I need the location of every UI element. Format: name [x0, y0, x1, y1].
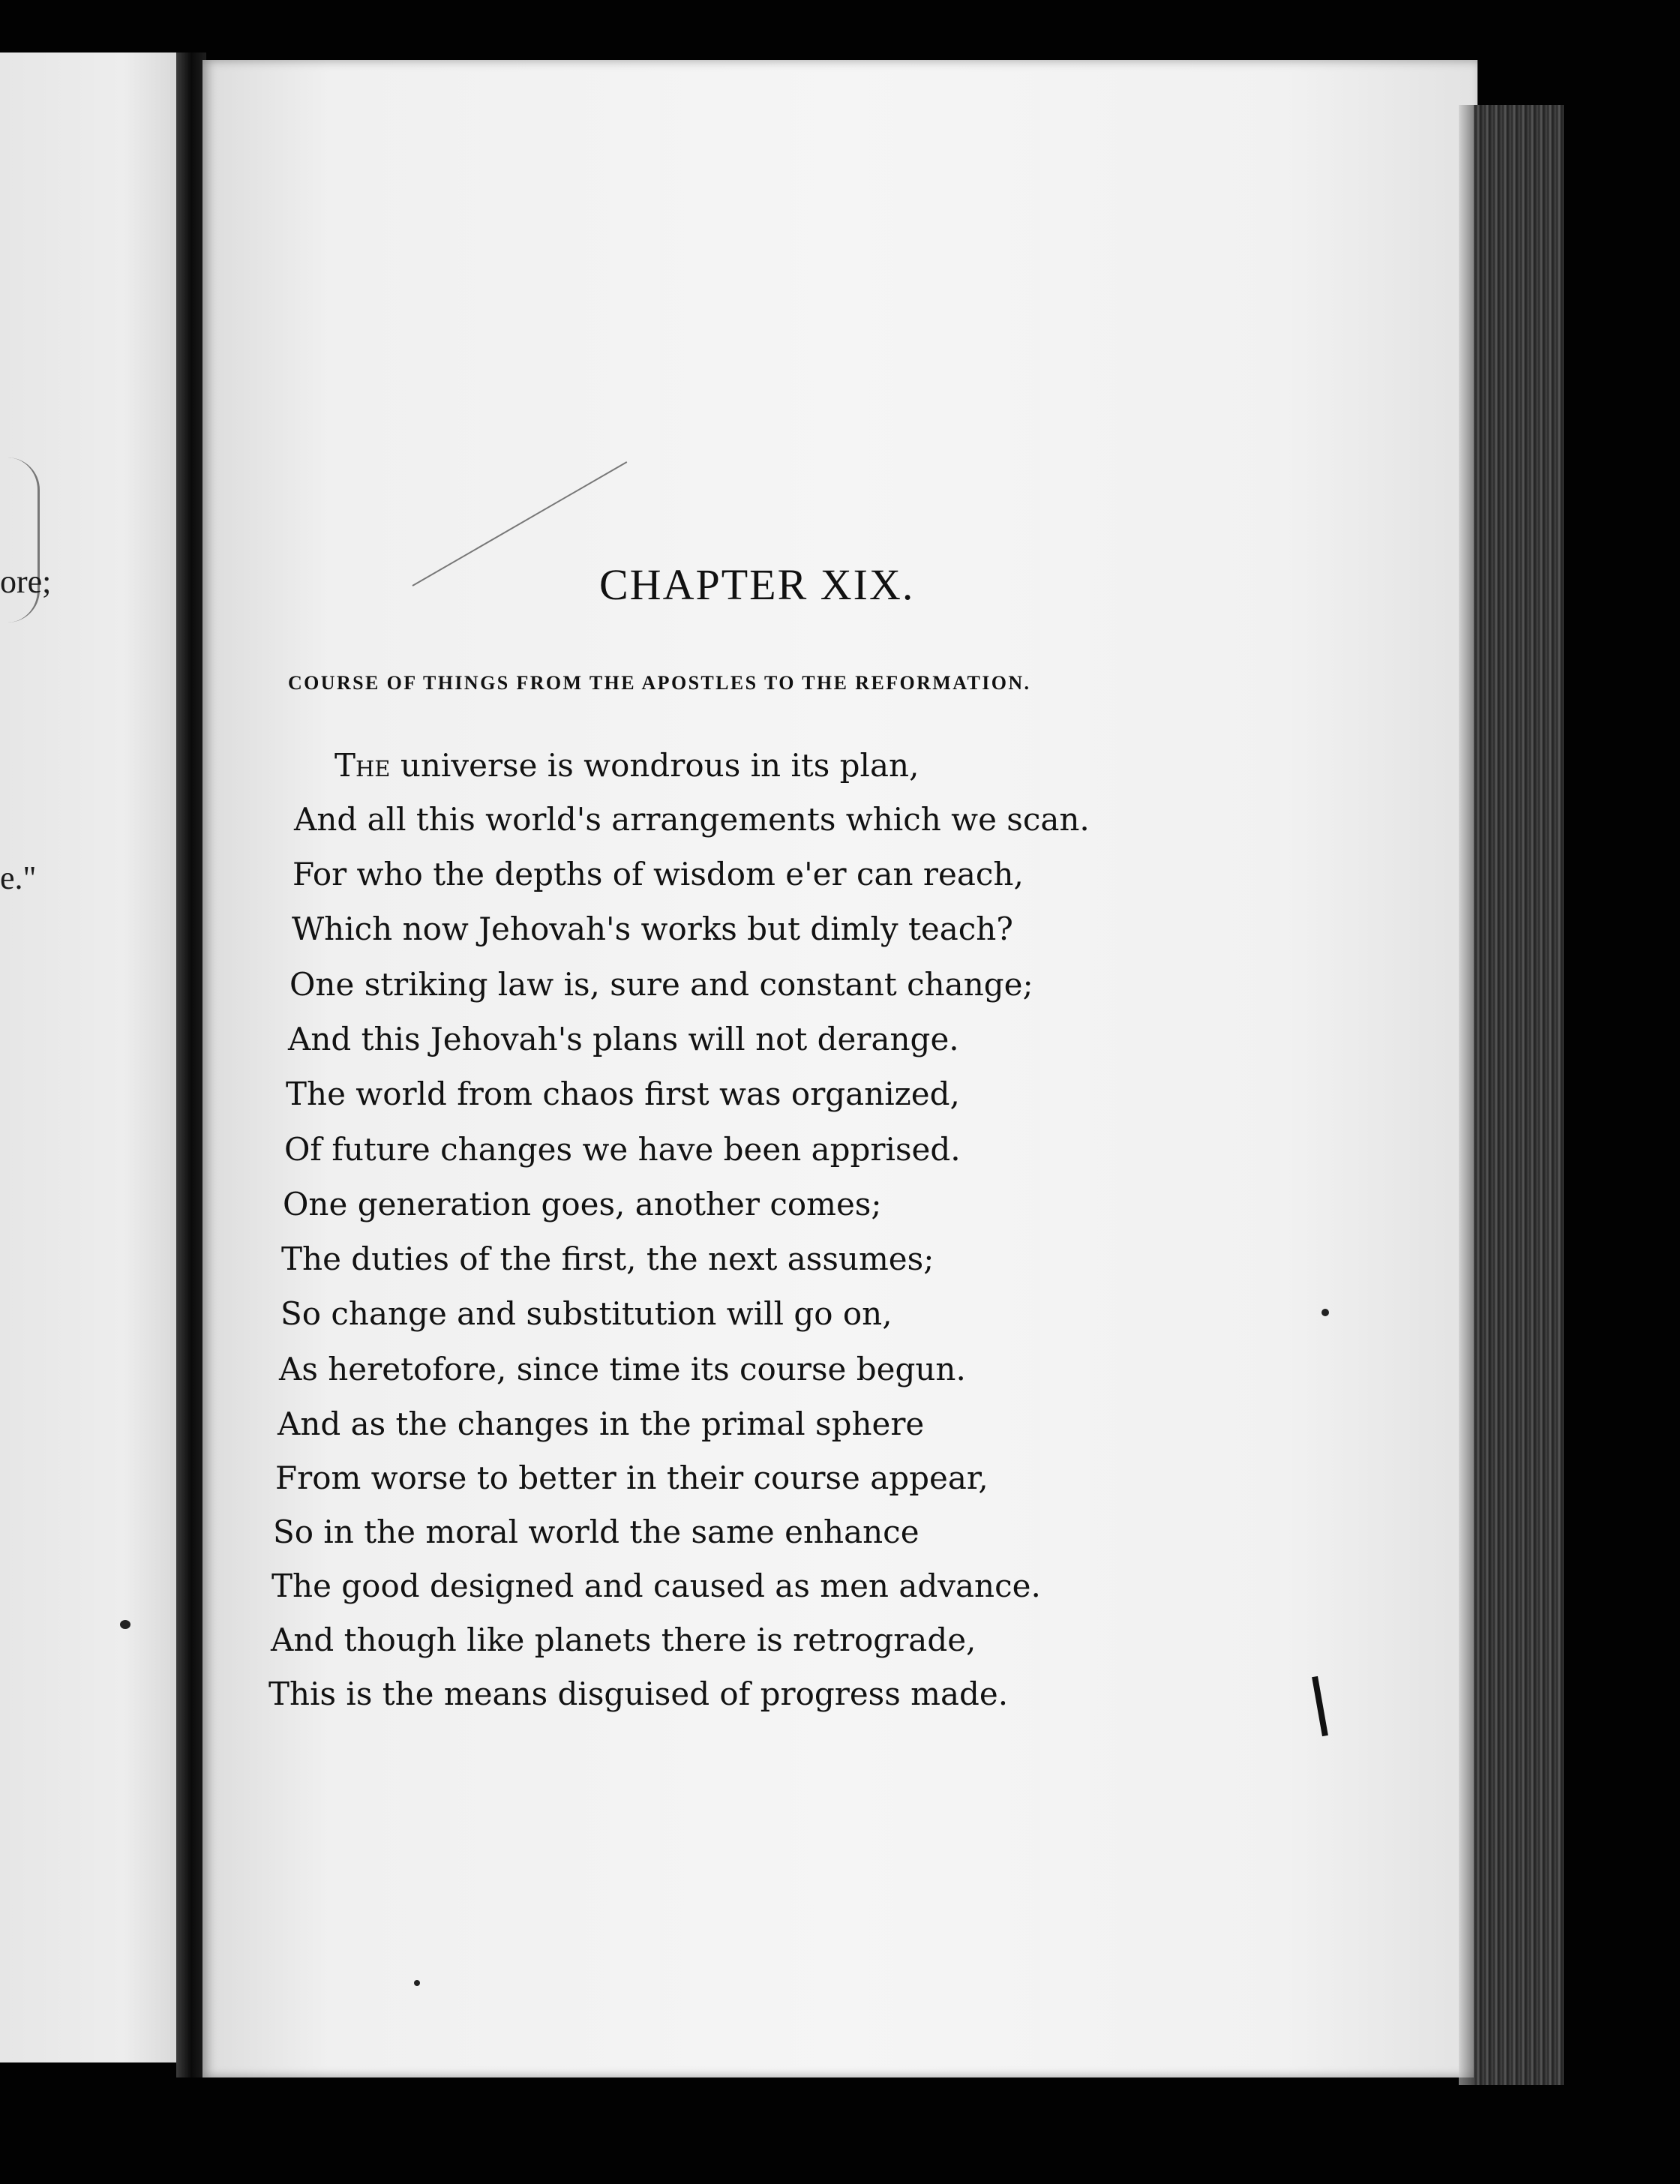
poem-line-text: universe is wondrous in its plan,: [390, 747, 920, 784]
poem-line: For who the depths of wisdom e'er can reach,: [292, 856, 1024, 892]
poem-line: The duties of the first, the next assumes;: [281, 1240, 934, 1277]
book-gutter: [176, 52, 206, 2078]
poem-line: And this Jehovah's plans will not derange.: [288, 1021, 959, 1058]
right-page: [202, 60, 1478, 2078]
poem-line: As heretofore, since time its course begun.: [279, 1351, 966, 1388]
poem-line: So in the moral world the same enhance: [273, 1514, 920, 1550]
poem-line: The good designed and caused as men advance.: [272, 1568, 1041, 1604]
poem-line: Of future changes we have been apprised.: [284, 1131, 961, 1168]
left-page-fragment: [0, 52, 176, 2062]
page-fore-edge: [1474, 105, 1564, 2085]
scan-speck: [414, 1980, 420, 1986]
poem-line: From worse to better in their course appear,: [275, 1460, 988, 1496]
poem-line: One striking law is, sure and constant change;: [290, 966, 1034, 1003]
poem-line: And all this world's arrangements which we scan.: [294, 801, 1090, 838]
poem-line: The world from chaos first was organized,: [286, 1076, 960, 1112]
chapter-title: CHAPTER XIX.: [599, 560, 915, 609]
scan-speck: [120, 1620, 130, 1629]
left-page-text-fragment: e.": [0, 860, 37, 896]
poem-lead-word: The: [334, 747, 391, 784]
left-page-text-fragment: ore;: [0, 563, 52, 600]
poem-line: One generation goes, another comes;: [283, 1186, 882, 1222]
poem-line: So change and substitution will go on,: [280, 1295, 892, 1332]
poem-line: Which now Jehovah's works but dimly teach?: [292, 910, 1013, 947]
poem-line: And as the changes in the primal sphere: [278, 1406, 925, 1442]
chapter-subtitle: COURSE OF THINGS FROM THE APOSTLES TO THE REFORMATION.: [288, 672, 1031, 694]
poem-line: And though like planets there is retrograde,: [271, 1622, 976, 1658]
poem-line: This is the means disguised of progress made.: [268, 1676, 1009, 1712]
scan-speck: [1322, 1309, 1329, 1316]
